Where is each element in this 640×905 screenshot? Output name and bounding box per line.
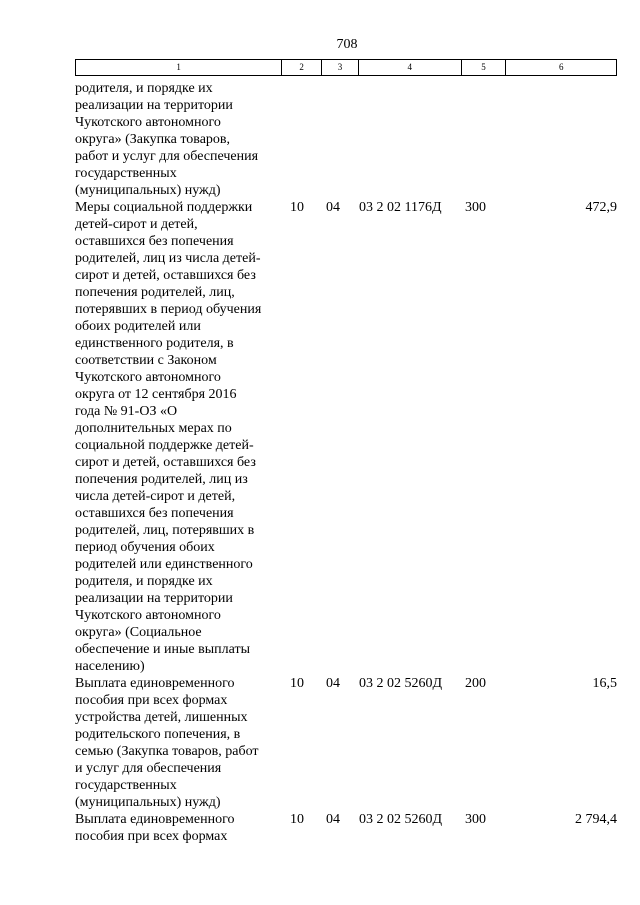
description-line: родителя, и порядке их: [75, 81, 213, 96]
section-cell: 10: [290, 200, 304, 215]
description-line: социальной поддержке детей-: [75, 438, 254, 453]
target-article-cell: 03 2 02 5260Д: [359, 676, 443, 691]
expense-type-cell: 200: [465, 676, 486, 691]
table-row: [75, 675, 617, 811]
header-col-5: 5: [462, 60, 507, 75]
description-line: семью (Закупка товаров, работ: [75, 744, 259, 759]
description-cell: [75, 811, 282, 845]
table-header: [75, 59, 617, 76]
description-line: родителя, и порядке их: [75, 574, 213, 589]
description-line: пособия при всех формах: [75, 693, 228, 708]
page-number: 708: [336, 37, 358, 52]
description-cell: [75, 80, 282, 199]
header-col-4: 4: [359, 60, 462, 75]
description-line: округа» (Закупка товаров,: [75, 132, 231, 147]
description-line: соответствии с Законом: [75, 353, 217, 368]
description-line: оставшихся без попечения: [75, 234, 234, 249]
description-line: период обучения обоих: [75, 540, 215, 555]
description-line: (муниципальных) нужд): [75, 183, 221, 198]
table-body: [75, 80, 617, 845]
description-line: государственных: [75, 166, 177, 181]
description-cell: [75, 199, 282, 675]
description-line: государственных: [75, 778, 177, 793]
description-line: попечения родителей, лиц из: [75, 472, 248, 487]
description-line: потерявших в период обучения: [75, 302, 262, 317]
header-col-2: 2: [282, 60, 322, 75]
amount-cell: 472,9: [585, 200, 617, 215]
description-line: округа от 12 сентября 2016: [75, 387, 237, 402]
description-line: Чукотского автономного: [75, 370, 221, 385]
amount-cell: 16,5: [592, 676, 617, 691]
description-line: родителей, лиц, потерявших в: [75, 523, 255, 538]
description-line: обоих родителей или: [75, 319, 201, 334]
description-line: родителей или единственного: [75, 557, 253, 572]
subsection-cell: 04: [326, 200, 340, 215]
description-line: дополнительных мерах по: [75, 421, 232, 436]
target-article-cell: 03 2 02 5260Д: [359, 812, 443, 827]
description-line: пособия при всех формах: [75, 829, 228, 844]
description-line: попечения родителей, лиц,: [75, 285, 235, 300]
description-line: устройства детей, лишенных: [75, 710, 248, 725]
section-cell: 10: [290, 676, 304, 691]
description-line: Выплата единовременного: [75, 676, 235, 691]
header-col-6: 6: [558, 62, 564, 72]
expense-type-cell: 300: [465, 812, 486, 827]
header-col-3: 3: [322, 60, 359, 75]
subsection-cell: 04: [326, 812, 340, 827]
description-line: реализации на территории: [75, 591, 233, 606]
amount-cell: 2 794,4: [575, 812, 617, 827]
description-line: Меры социальной поддержки: [75, 200, 253, 215]
description-line: Чукотского автономного: [75, 608, 221, 623]
description-line: реализации на территории: [75, 98, 233, 113]
description-line: оставшихся без попечения: [75, 506, 234, 521]
description-line: года № 91-ОЗ «О: [75, 404, 178, 419]
description-line: обеспечение и иные выплаты: [75, 642, 250, 657]
section-cell: 10: [290, 812, 304, 827]
description-line: родительского попечения, в: [75, 727, 241, 742]
description-line: детей-сирот и детей,: [75, 217, 198, 232]
description-line: и услуг для обеспечения: [75, 761, 222, 776]
description-line: Чукотского автономного: [75, 115, 221, 130]
description-line: родителей, лиц из числа детей-: [75, 251, 261, 266]
table-row: [75, 811, 617, 845]
expense-type-cell: 300: [465, 200, 486, 215]
description-line: населению): [75, 659, 145, 674]
target-article-cell: 03 2 02 1176Д: [359, 200, 442, 215]
description-line: округа» (Социальное: [75, 625, 202, 640]
description-line: числа детей-сирот и детей,: [75, 489, 236, 504]
header-col-1: 1: [76, 60, 282, 75]
table-row: [75, 80, 617, 199]
description-line: работ и услуг для обеспечения: [75, 149, 259, 164]
description-line: сирот и детей, оставшихся без: [75, 268, 256, 283]
subsection-cell: 04: [326, 676, 340, 691]
description-cell: [75, 675, 282, 811]
description-line: (муниципальных) нужд): [75, 795, 221, 810]
description-line: Выплата единовременного: [75, 812, 235, 827]
description-line: сирот и детей, оставшихся без: [75, 455, 256, 470]
description-line: единственного родителя, в: [75, 336, 234, 351]
table-row: [75, 199, 617, 675]
